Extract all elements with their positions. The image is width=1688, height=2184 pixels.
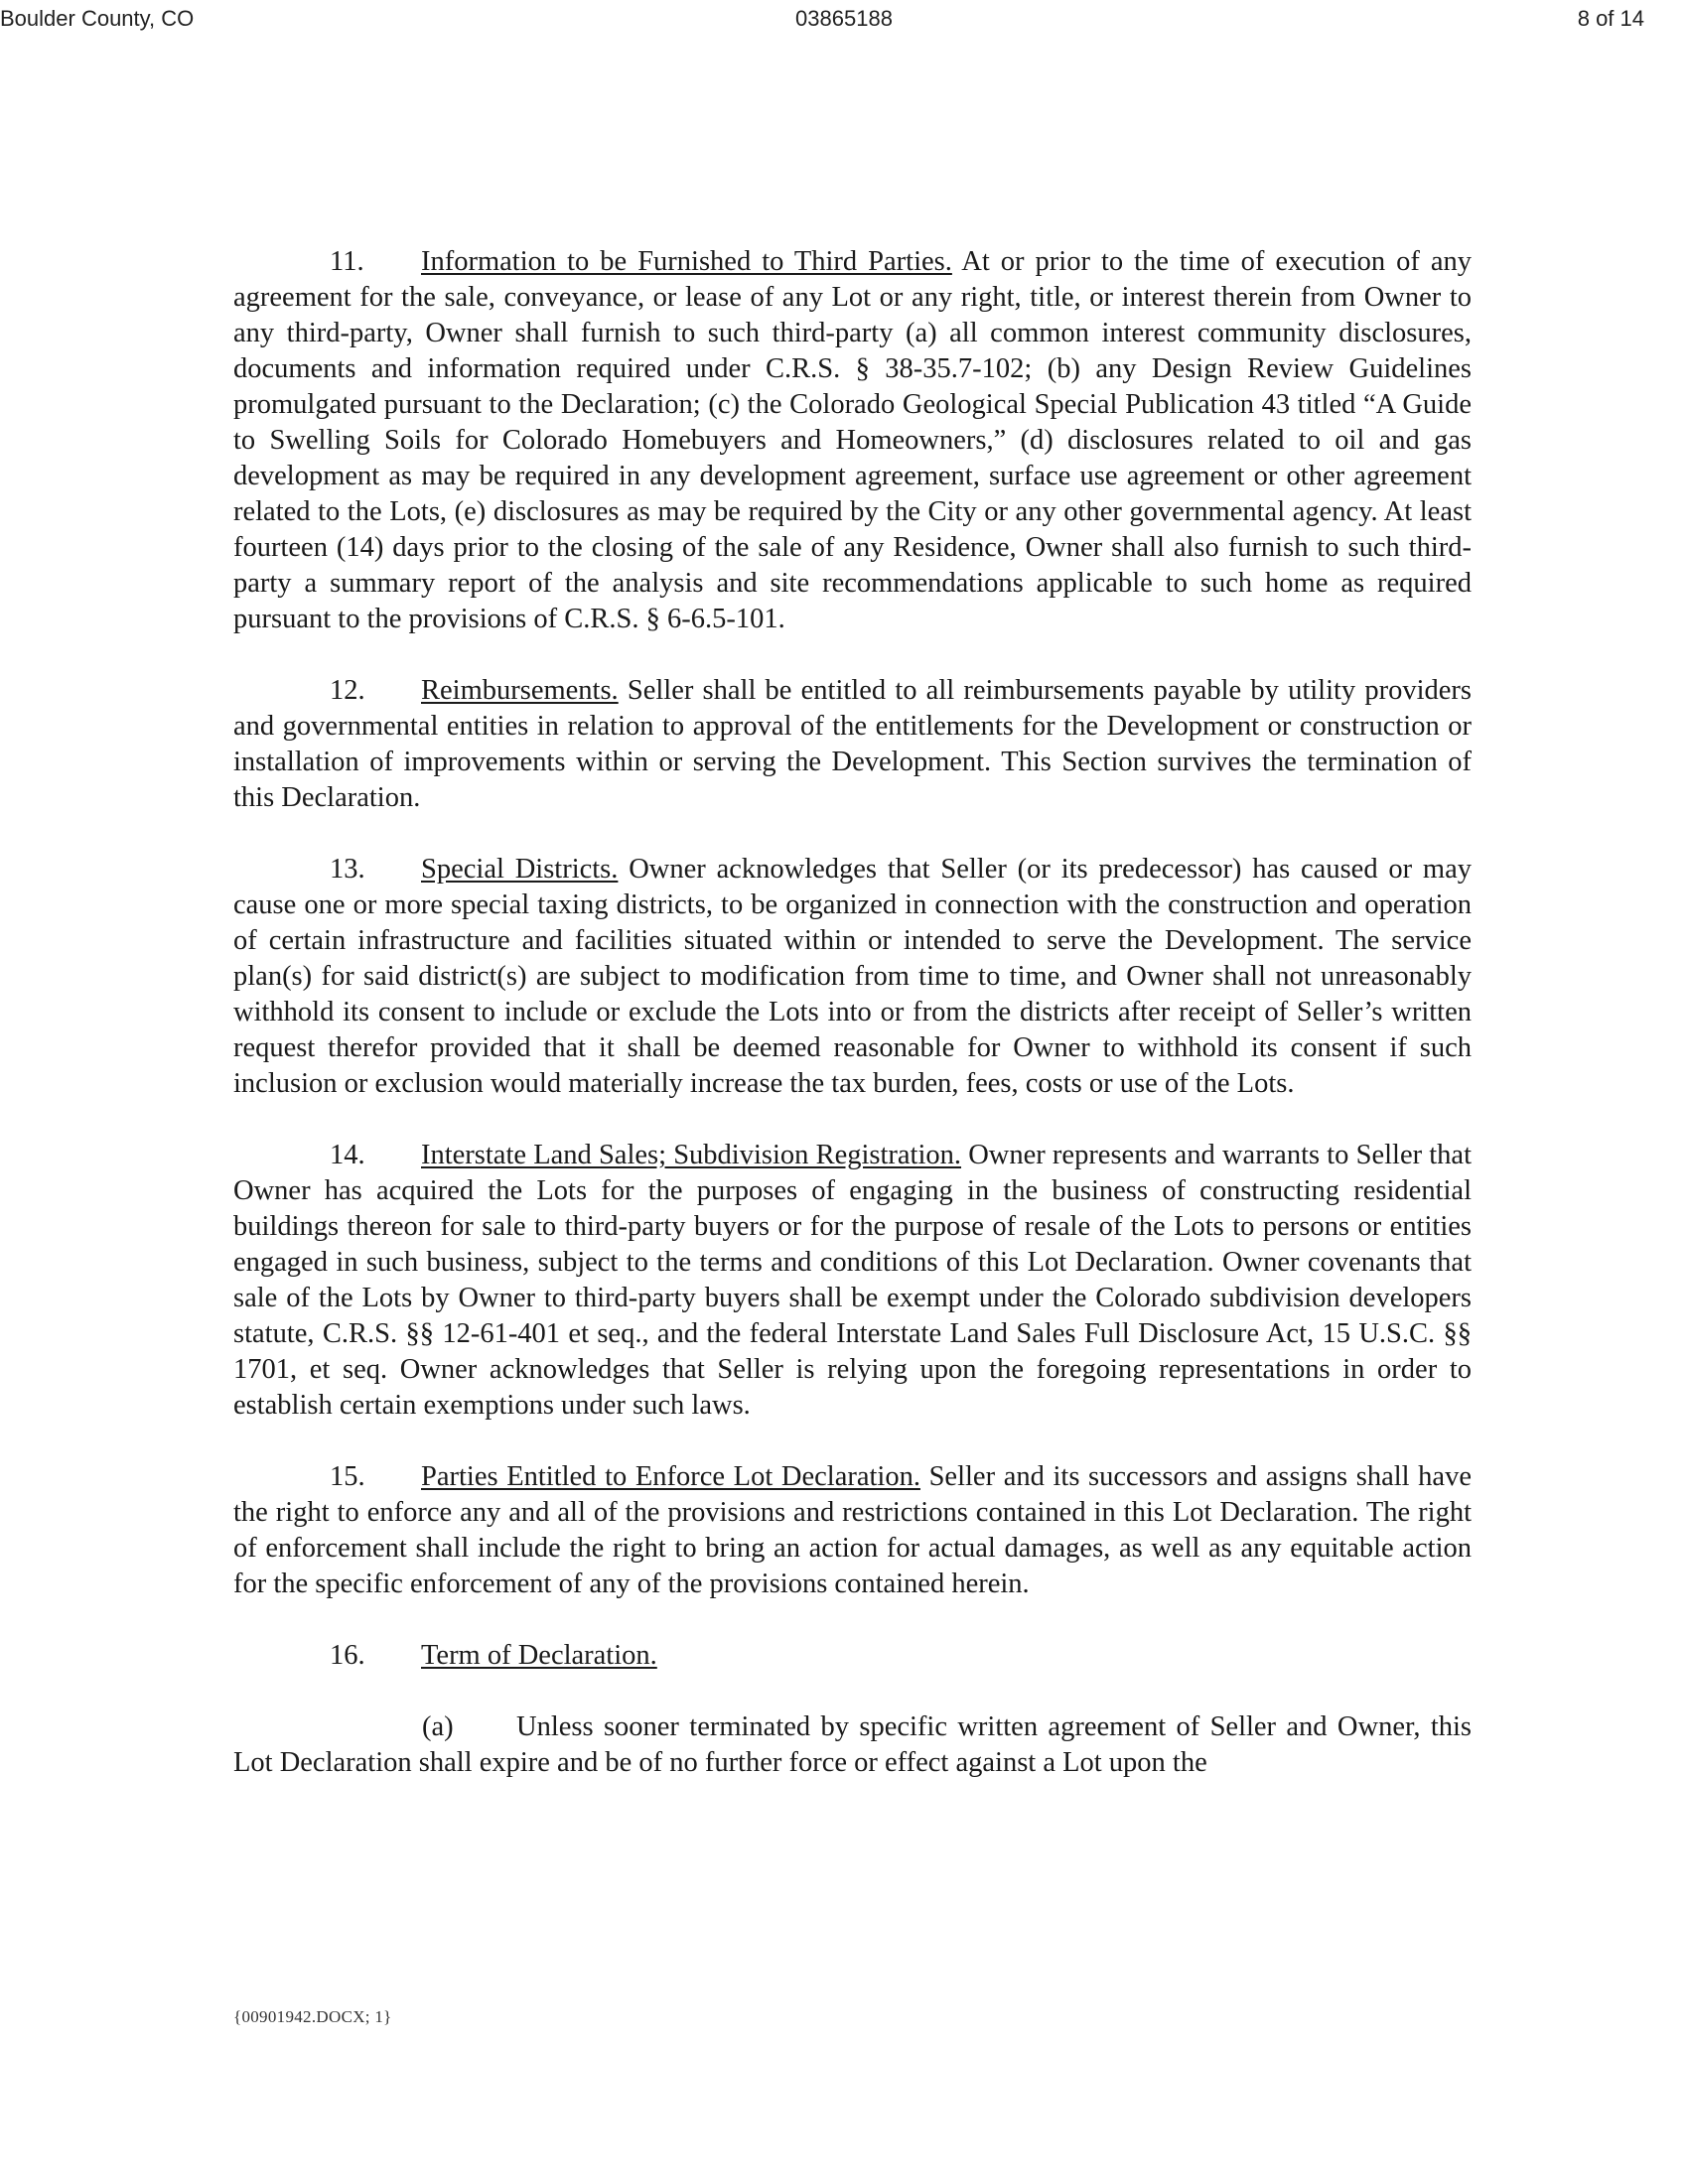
footer-document-id: {00901942.DOCX; 1} xyxy=(233,2007,392,2026)
section-title: Special Districts. xyxy=(421,854,619,885)
section-number: 14. xyxy=(330,1140,365,1170)
section-13 xyxy=(233,852,1472,1102)
section-number: 16. xyxy=(330,1640,365,1671)
section-title: Information to be Furnished to Third Parties. xyxy=(421,246,952,277)
section-11 xyxy=(233,244,1472,637)
header-county: Boulder County, CO xyxy=(0,6,195,31)
section-number: 15. xyxy=(330,1461,365,1492)
section-title: Reimbursements. xyxy=(421,675,619,706)
section-text: Seller and its successors and assigns shall have the right to enforce any and all of the provisions and restrictions contained in this Lot Declaration. The right of enforcement shall include the right to bring an action for actual damages, as well as any equitable action for the specific enforcement of any of the provisions contained herein. xyxy=(233,1461,1472,1599)
subsection-label: (a) xyxy=(422,1711,454,1742)
section-15 xyxy=(233,1459,1472,1602)
section-title: Term of Declaration. xyxy=(421,1640,657,1671)
header-reception-number: 03865188 xyxy=(795,6,893,31)
header-page-count: 8 of 14 xyxy=(1577,6,1644,31)
section-number: 12. xyxy=(330,675,365,706)
section-text: Owner acknowledges that Seller (or its predecessor) has caused or may cause one or more special taxing districts, to be organized in connection with the construction and operation of certain infrastructure and facilities situated within or intended to serve the Development. The service plan(s) for said district(s) are subject to modification from time to time, and Owner shall not unreasonably withhold its consent to include or exclude the Lots into or from the districts after receipt of Seller’s written request therefor provided that it shall be deemed reasonable for Owner to withhold its consent if such inclusion or exclusion would materially increase the tax burden, fees, costs or use of the Lots. xyxy=(233,854,1472,1099)
section-number: 11. xyxy=(330,246,364,277)
section-number: 13. xyxy=(330,854,365,885)
subsection-text: Unless sooner terminated by specific written agreement of Seller and Owner, this Lot Declaration shall expire and be of no further force or effect against a Lot upon the xyxy=(233,1711,1472,1778)
section-text: Owner represents and warrants to Seller that Owner has acquired the Lots for the purposes of engaging in the business of constructing residential buildings thereon for sale to third-party buyers or for the purpose of resale of the Lots to persons or entities engaged in such business, subject to the terms and conditions of this Lot Declaration. Owner covenants that sale of the Lots by Owner to third-party buyers shall be exempt under the Colorado subdivision developers statute, C.R.S. §§ 12-61-401 et seq., and the federal Interstate Land Sales Full Disclosure Act, 15 U.S.C. §§ 1701, et seq. Owner acknowledges that Seller is relying upon the foregoing representations in order to establish certain exemptions under such laws. xyxy=(233,1140,1472,1421)
subsection-16a xyxy=(233,1709,1472,1781)
section-text: Seller shall be entitled to all reimbursements payable by utility providers and governmental entities in relation to approval of the entitlements for the Development or construction or installation of improvements within or serving the Development. This Section survives the termination of this Declaration. xyxy=(233,675,1472,813)
section-title: Interstate Land Sales; Subdivision Registration. xyxy=(421,1140,962,1170)
document-body xyxy=(233,244,1472,1817)
section-16 xyxy=(233,1638,1472,1674)
section-title: Parties Entitled to Enforce Lot Declaration. xyxy=(421,1461,920,1492)
section-14 xyxy=(233,1138,1472,1424)
section-text: At or prior to the time of execution of any agreement for the sale, conveyance, or lease of any Lot or any right, title, or interest therein from Owner to any third-party, Owner shall furnish to such third-party (a) all common interest community disclosures, documents and information required under C.R.S. § 38-35.7-102; (b) any Design Review Guidelines promulgated pursuant to the Declaration; (c) the Colorado Geological Special Publication 43 titled “A Guide to Swelling Soils for Colorado Homebuyers and Homeowners,” (d) disclosures related to oil and gas development as may be required in any development agreement, surface use agreement or other agreement related to the Lots, (e) disclosures as may be required by the City or any other governmental agency. At least fourteen (14) days prior to the closing of the sale of any Residence, Owner shall also furnish to such third-party a summary report of the analysis and site recommendations applicable to such home as required pursuant to the provisions of C.R.S. § 6-6.5-101. xyxy=(233,246,1473,634)
section-12 xyxy=(233,673,1472,816)
